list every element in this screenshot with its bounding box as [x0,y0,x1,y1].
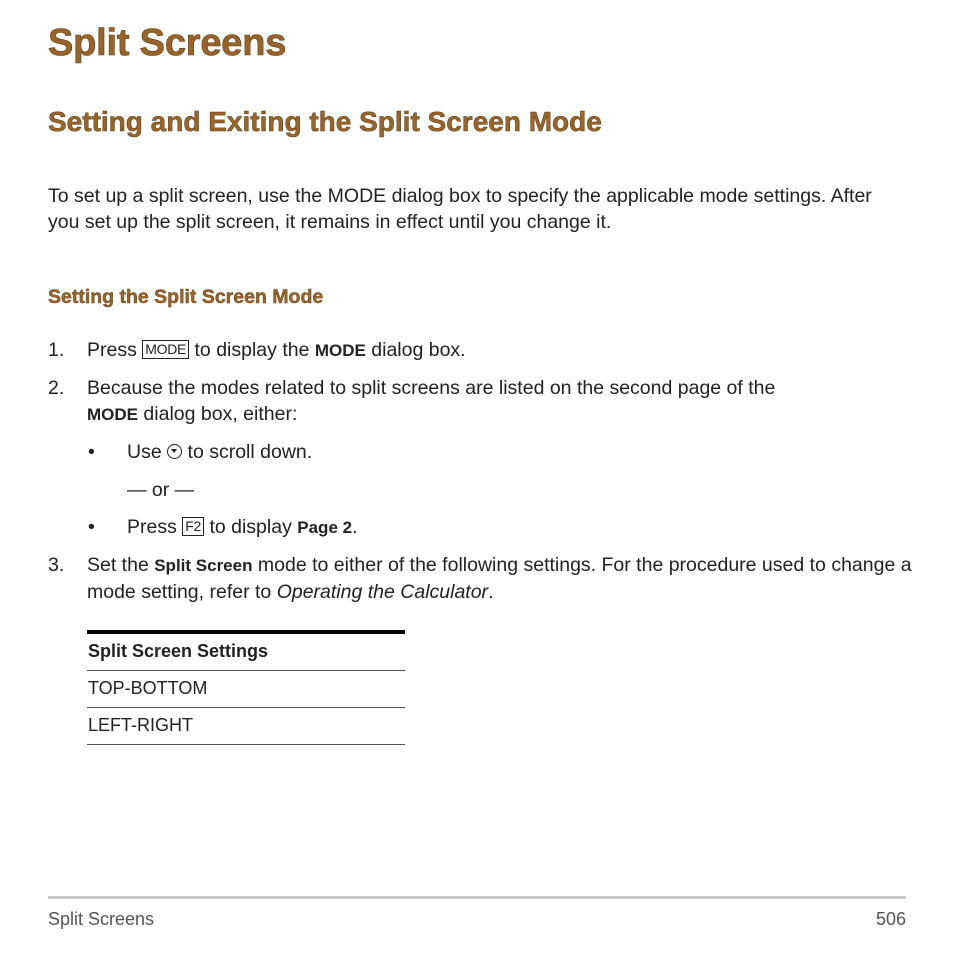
step-3-italic: Operating the Calculator [276,581,489,603]
step-3-bold: Split Screen [154,556,253,575]
footer-section: Split Screens [48,909,155,929]
bullet-2-bold: Page 2 [297,518,353,537]
step-1-text [87,337,917,364]
bullet-1-symbol: • [88,441,95,463]
step-1-bold: MODE [314,341,366,360]
step-1-post: dialog box. [371,339,466,361]
step-3-text [87,552,917,605]
intro-paragraph: To set up a split screen, use the MODE dialog box to specify the applicable mode settings. After you set up the split screen, it remains in effect until you change it. [48,185,872,233]
step-2-post: dialog box, either: [143,403,298,425]
step-1-mid: to display the [194,339,310,361]
section-heading: Setting and Exiting the Split Screen Mode [48,106,602,137]
mode-key: MODE [142,340,189,359]
table-header: Split Screen Settings [87,634,405,671]
bullet-1-text [127,439,312,465]
bullet-2-text [127,514,358,541]
step-2-line1: Because the modes related to split screens are listed on the second page of the [87,377,776,399]
bullet-1-post: to scroll down. [187,441,313,463]
bullet-2-pre: Press [127,516,177,538]
step-3-post: . [488,581,494,603]
down-arrow-icon [167,444,182,459]
bullet-2-mid: to display [209,516,292,538]
subsection-heading: Setting the Split Screen Mode [48,286,324,308]
f2-key: F2 [182,517,204,536]
table-row: TOP-BOTTOM [87,671,405,708]
page-title: Split Screens [48,22,287,64]
step-1-pre: Press [87,339,137,361]
step-3-number: 3. [48,554,65,576]
page-number: 506 [875,909,906,929]
table-row: LEFT-RIGHT [87,708,405,745]
step-2-text [87,375,917,428]
bullet-1-pre: Use [127,441,162,463]
step-3-mid: mode to either of the following settings. For the procedure used to change a mode setting, refer to [87,554,912,603]
footer-divider [48,896,906,899]
step-2-bold: MODE [87,405,138,424]
or-separator: — or — [127,479,195,501]
bullet-2-post: . [352,516,358,538]
step-1-number: 1. [48,339,65,361]
step-3-pre: Set the [87,554,149,576]
step-2-number: 2. [48,377,65,399]
bullet-2-symbol: • [88,516,95,538]
settings-table [87,630,405,745]
